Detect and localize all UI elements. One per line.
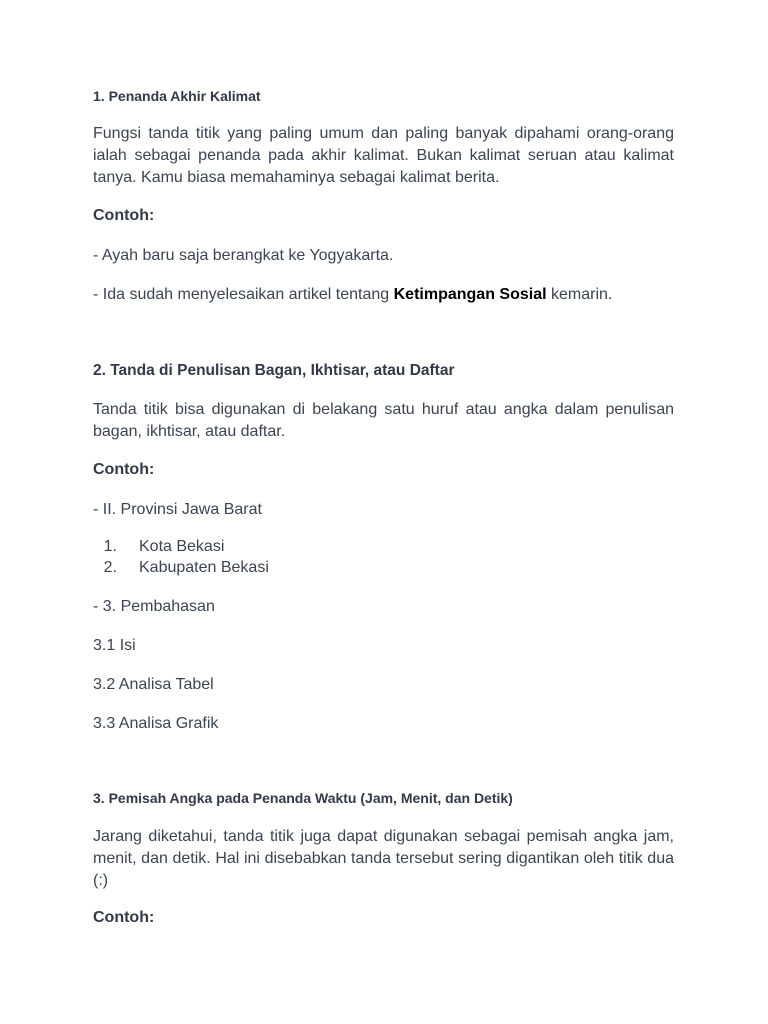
section-paragraph-1: Fungsi tanda titik yang paling umum dan paling banyak dipahami orang-orang ialah sebagai penanda pada akhir kalimat. Bukan kalimat seruan atau kalimat tanya. Kamu biasa memahaminya sebagai kalimat berita. — [93, 125, 674, 186]
list-item-text: Kota Bekasi — [139, 538, 225, 555]
list-item-number: 2. — [103, 559, 117, 576]
example-label-2: Contoh: — [93, 461, 155, 478]
document-page — [93, 0, 674, 1024]
ordered-list-item — [93, 536, 224, 558]
section-heading-2: 2. Tanda di Penulisan Bagan, Ikhtisar, atau Daftar — [93, 362, 455, 379]
list-heading-pembahasan: - 3. Pembahasan — [93, 598, 215, 615]
list-item-number: 1. — [103, 538, 117, 555]
list-heading-province: - II. Provinsi Jawa Barat — [93, 501, 262, 518]
bold-term-ketimpangan-sosial: Ketimpangan Sosial — [393, 286, 547, 303]
list-item-text: Kabupaten Bekasi — [139, 559, 269, 576]
example-line-2-text-after: kemarin. — [546, 286, 613, 303]
sub-item: 3.3 Analisa Grafik — [93, 715, 219, 732]
sub-item: 3.2 Analisa Tabel — [93, 676, 214, 693]
example-line-2 — [93, 284, 612, 306]
section-paragraph-3: Jarang diketahui, tanda titik juga dapat digunakan sebagai pemisah angka jam, menit, dan detik. Hal ini disebabkan tanda tersebut sering digantikan oleh titik dua (:) — [93, 828, 674, 889]
ordered-list-item — [93, 557, 269, 579]
section-heading-3: 3. Pemisah Angka pada Penanda Waktu (Jam, Menit, dan Detik) — [93, 790, 513, 806]
example-label-3: Contoh: — [93, 909, 155, 926]
example-line-2-text-before: - Ida sudah menyelesaikan artikel tentang — [93, 286, 394, 303]
section-heading-1: 1. Penanda Akhir Kalimat — [93, 88, 261, 104]
sub-item: 3.1 Isi — [93, 637, 136, 654]
example-label-1: Contoh: — [93, 207, 155, 224]
example-line-1: - Ayah baru saja berangkat ke Yogyakarta. — [93, 247, 394, 264]
section-paragraph-2: Tanda titik bisa digunakan di belakang satu huruf atau angka dalam penulisan bagan, ikhtisar, atau daftar. — [93, 401, 674, 440]
